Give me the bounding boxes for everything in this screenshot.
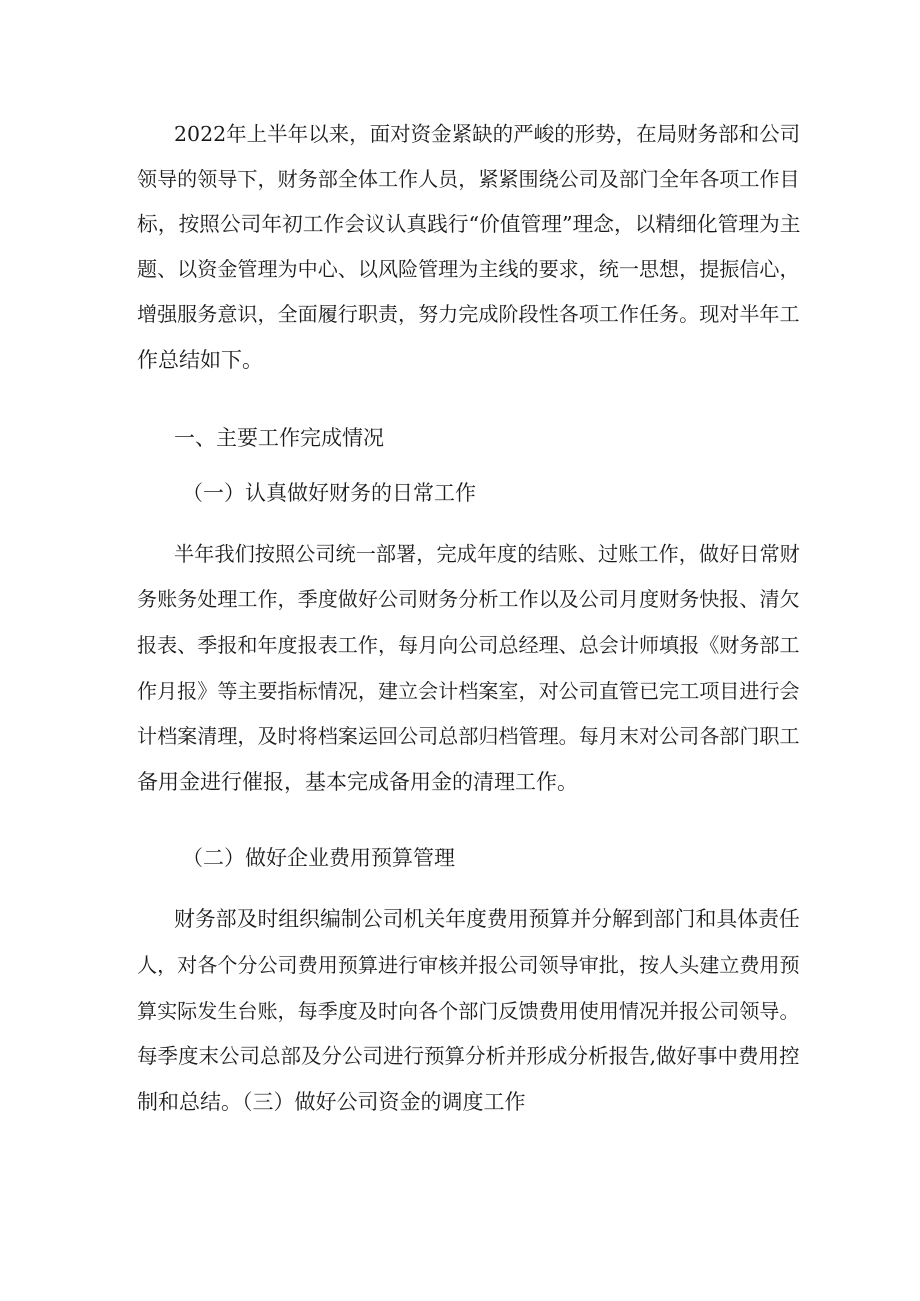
body-paragraph-line: 计档案清理，及时将档案运回公司总部归档管理。每月末对公司各部门职工 [137,724,800,748]
body-paragraph-line: 务账务处理工作，季度做好公司财务分析工作以及公司月度财务快报、清欠 [137,587,800,611]
body-paragraph-line: 人，对各个分公司费用预算进行审核并报公司领导审批，按人头建立费用预 [137,953,800,977]
intro-paragraph-line: 领导的领导下，财务部全体工作人员，紧紧围绕公司及部门全年各项工作目 [137,167,800,191]
body-paragraph-line: 备用金进行催报，基本完成备用金的清理工作。 [137,770,578,794]
body-paragraph-line: 半年我们按照公司统一部署，完成年度的结账、过账工作，做好日常财 [174,542,800,566]
intro-paragraph-line: 标，按照公司年初工作会议认真践行“价值管理”理念，以精细化管理为主 [137,212,801,236]
body-paragraph-line: 财务部及时组织编制公司机关年度费用预算并分解到部门和具体责任 [174,907,800,931]
intro-paragraph-line: 2022年上半年以来，面对资金紧缺的严峻的形势，在局财务部和公司 [174,122,801,146]
body-paragraph-line: 制和总结。（三）做好公司资金的调度工作 [137,1090,526,1114]
intro-paragraph-line: 增强服务意识，全面履行职责，努力完成阶段性各项工作任务。现对半年工 [137,302,800,326]
body-paragraph-line: 每季度末公司总部及分公司进行预算分析并形成分析报告,做好事中费用控 [137,1044,800,1068]
body-paragraph-line: 算实际发生台账，每季度及时向各个部门反馈费用使用情况并报公司领导。 [137,999,800,1023]
subsection-heading: （二）做好企业费用预算管理 [182,846,455,870]
subsection-heading: （一）认真做好财务的日常工作 [182,481,476,505]
intro-paragraph-line: 题、以资金管理为中心、以风险管理为主线的要求，统一思想，提振信心， [137,257,800,281]
intro-paragraph-line: 作总结如下。 [137,348,263,372]
body-paragraph-line: 作月报》等主要指标情况，建立会计档案室，对公司直管已完工项目进行会 [137,679,800,703]
section-heading: 一、主要工作完成情况 [174,426,384,450]
body-paragraph-line: 报表、季报和年度报表工作，每月向公司总经理、总会计师填报《财务部工 [137,633,800,657]
